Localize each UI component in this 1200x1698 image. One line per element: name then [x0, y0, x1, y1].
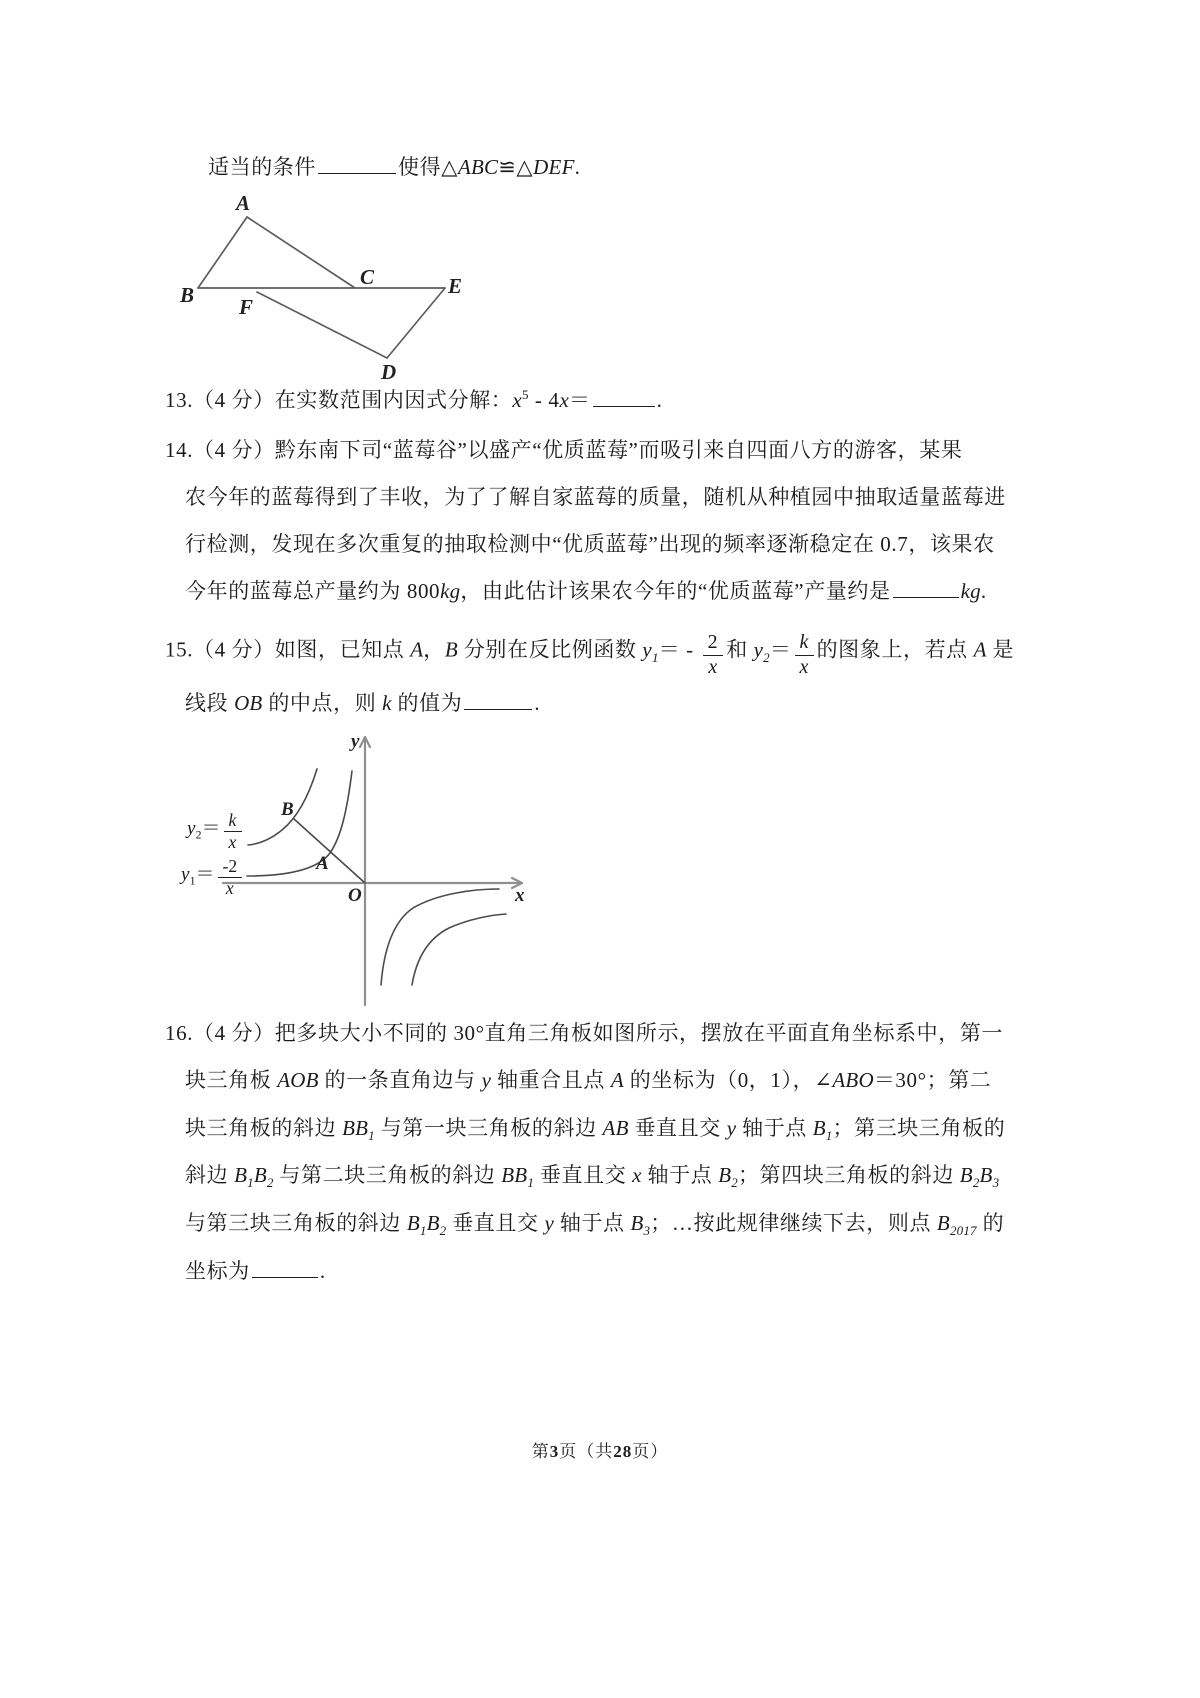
y2-eq: ＝ [201, 817, 221, 839]
hyperbola-figure [181, 733, 530, 1008]
q16-line-5: 与第三块三角板的斜边 $B_1B_2$ 垂直且交 y 轴于点 $B_3$；…按此规律继续下去，则点 $B_{2017}$ 的 [185, 1211, 1005, 1239]
y1-eq: ＝ [195, 863, 215, 885]
y1-var: y [181, 863, 190, 885]
curve-label-y1 [181, 857, 245, 898]
triangle-label-f: F [239, 295, 254, 319]
q13-line: 13.（4 分）在实数范围内因式分解：$x^5 - 4x=$ . [165, 387, 663, 412]
q16-line-1: 16.（4 分）把多块大小不同的 30°直角三角板如图所示，摆放在平面直角坐标系中，第一 [165, 1021, 1004, 1045]
y1-fraction: $\frac{-2}{x}$ [218, 857, 243, 898]
triangle-label-c: C [360, 265, 375, 289]
q15-line-2: 线段 OB 的中点，则 k 的值为 . [185, 691, 541, 715]
congruent-triangles-figure [180, 190, 470, 390]
point-b-label: B [281, 799, 294, 820]
q16-line-6: 坐标为 . [185, 1259, 326, 1283]
triangle-label-b: B [180, 283, 195, 307]
q16-line-3: 块三角板的斜边 $BB_1$ 与第一块三角板的斜边 AB 垂直且交 y 轴于点 $B_1$；第三块三角板的 [185, 1116, 1006, 1144]
point-a-label: A [316, 853, 329, 874]
y2-sub: 2 [195, 828, 202, 842]
triangle-label-a: A [236, 191, 251, 215]
curve-label-y2 [187, 811, 245, 852]
triangle-label-e: E [448, 274, 463, 298]
q16-line-4: 斜边 $B_1B_2$ 与第二块三角板的斜边 $BB_1$ 垂直且交 x 轴于点 $B_2$；第四块三角板的斜边 $B_2B_3$ [185, 1163, 1000, 1191]
q12-continuation-line: 适当的条件 使得△ABC≌△DEF. [208, 155, 581, 179]
axis-x-label: x [515, 885, 525, 906]
q14-line-1: 14.（4 分）黔东南下司“蓝莓谷”以盛产“优质蓝莓”而吸引来自四面八方的游客，某果 [165, 438, 963, 462]
y1-sub: 1 [189, 874, 196, 888]
q14-line-4: 今年的蓝莓总产量约为 800kg，由此估计该果农今年的“优质蓝莓”产量约是 kg. [185, 579, 987, 603]
axis-y-label: y [351, 733, 360, 752]
page-footer: 第3页（共28页） [531, 1442, 669, 1461]
q14-line-3: 行检测，发现在多次重复的抽取检测中“优质蓝莓”出现的频率逐渐稳定在 0.7，该果农 [185, 532, 995, 556]
y2-fraction: $\frac{k}{x}$ [224, 811, 242, 852]
q15-line-1: 15.（4 分）如图，已知点 A，B 分别在反比例函数 $y_1=$ - $\frac{2}{x}$ 和 $y_2=$ $\frac{k}{x}$ 的图象上，若点 A 是 [165, 631, 1015, 678]
y2-var: y [187, 817, 196, 839]
triangle-label-d: D [381, 360, 397, 384]
triangles-drawing [180, 190, 470, 390]
q14-line-2: 农今年的蓝莓得到了丰收，为了了解自家蓝莓的质量，随机从种植园中抽取适量蓝莓进 [185, 485, 1006, 509]
origin-label: O [348, 885, 362, 906]
q16-line-2: 块三角板 AOB 的一条直角边与 y 轴重合且点 A 的坐标为（0，1），∠ABO＝30°；第二 [185, 1068, 992, 1092]
